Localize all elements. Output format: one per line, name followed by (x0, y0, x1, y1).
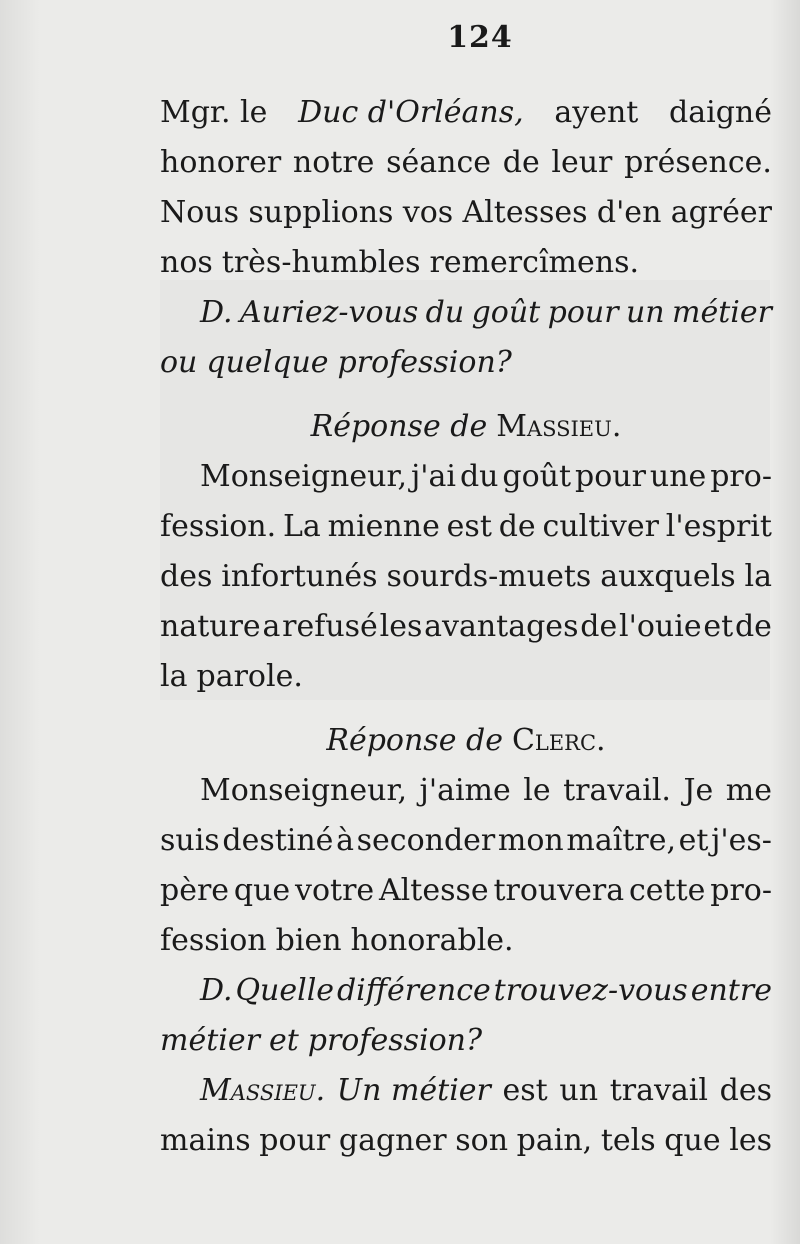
text-line (160, 338, 772, 388)
word: du (425, 295, 465, 330)
word: goût (502, 459, 572, 494)
word: quelque (206, 345, 329, 380)
word: de (734, 609, 772, 644)
word: agréer (670, 195, 772, 230)
word: pour (575, 459, 646, 494)
word: Duc d'Orléans, (298, 95, 524, 130)
text-line (160, 816, 772, 866)
word: et (703, 609, 734, 644)
word: Auriez-vous (239, 295, 419, 330)
word: sourds-muets (386, 559, 592, 594)
word: travail (609, 1073, 708, 1108)
word: Monseigneur, (200, 459, 408, 494)
word: bien (275, 923, 342, 958)
word: gagner (338, 1123, 447, 1158)
word: honorable. (350, 923, 514, 958)
spacer (160, 388, 772, 402)
word: suis (160, 823, 220, 858)
word: Altesse (379, 873, 489, 908)
text-line (160, 652, 772, 702)
word: refusé (282, 609, 378, 644)
word: de (580, 609, 618, 644)
word: La (283, 509, 321, 544)
word: le (523, 773, 551, 808)
word: Réponse de (326, 723, 503, 758)
word: ayent (554, 95, 639, 130)
word: de (498, 509, 536, 544)
word: trouvez-vous (493, 973, 688, 1008)
section-heading (160, 716, 772, 766)
text-line (160, 288, 772, 338)
word: cultiver (542, 509, 659, 544)
word: Clerc. (511, 723, 606, 758)
word: est (446, 509, 492, 544)
word: remercîmens. (429, 245, 640, 280)
text-line (160, 1116, 772, 1166)
word: D. (200, 973, 233, 1008)
word: père (160, 873, 230, 908)
word: Mgr. le (160, 95, 268, 130)
word: Massieu. (496, 409, 622, 444)
body-text (160, 88, 772, 1166)
word: à (336, 823, 354, 858)
word: supplions (248, 195, 394, 230)
word: l'esprit (665, 509, 772, 544)
word: parole. (196, 659, 303, 694)
text-line (160, 1066, 772, 1116)
text-line (160, 88, 772, 138)
word: mienne (327, 509, 440, 544)
word: entre (690, 973, 772, 1008)
word: très-humbles (221, 245, 421, 280)
word: nature (160, 609, 261, 644)
word: goût (471, 295, 541, 330)
word: du (459, 459, 499, 494)
word: d'en (596, 195, 662, 230)
word: j'aime (419, 773, 511, 808)
word: profession? (337, 345, 512, 380)
word: pour (547, 295, 619, 330)
word: fession. (160, 509, 277, 544)
word: Monseigneur, (200, 773, 408, 808)
word: daigné (669, 95, 772, 130)
word: honorer (160, 145, 282, 180)
word: vos (402, 195, 454, 230)
text-line (160, 552, 772, 602)
word: pain, (516, 1123, 593, 1158)
word: Quelle (235, 973, 335, 1008)
word: ou (160, 345, 198, 380)
word: différence (336, 973, 491, 1008)
word: et (268, 1023, 299, 1058)
text-line (160, 188, 772, 238)
word: auxquels (600, 559, 736, 594)
word: un (559, 1073, 599, 1108)
word: que (664, 1123, 721, 1158)
text-line (160, 866, 772, 916)
text-line (160, 966, 772, 1016)
word: notre (292, 145, 375, 180)
word: présence. (624, 145, 772, 180)
word: pro- (710, 873, 772, 908)
word: a (262, 609, 281, 644)
word: Nous (160, 195, 240, 230)
word: seconder (356, 823, 496, 858)
page-number: 124 (447, 20, 513, 55)
word: trouvera (493, 873, 625, 908)
word: fession (160, 923, 267, 958)
word: de (502, 145, 540, 180)
word: Réponse de (310, 409, 488, 444)
word: j'es- (711, 823, 772, 858)
word: la (744, 559, 772, 594)
word: séance (386, 145, 492, 180)
word: destiné (222, 823, 334, 858)
word: et (678, 823, 709, 858)
word: travail. (563, 773, 671, 808)
word: Altesses (462, 195, 588, 230)
word: les (729, 1123, 772, 1158)
word: son (455, 1123, 509, 1158)
spacer (160, 702, 772, 716)
text-line (160, 766, 772, 816)
word: infortunés (221, 559, 378, 594)
word: me (725, 773, 772, 808)
word: métier (160, 1023, 260, 1058)
word: des (160, 559, 213, 594)
text-line (160, 1016, 772, 1066)
word: pro- (710, 459, 772, 494)
text-line (160, 452, 772, 502)
word: mains (160, 1123, 251, 1158)
word: métier (672, 295, 772, 330)
word: votre (295, 873, 375, 908)
word: j'ai (410, 459, 456, 494)
word: les (379, 609, 423, 644)
word: avantages (424, 609, 579, 644)
text-line (160, 238, 772, 288)
word: nos (160, 245, 213, 280)
word: que (233, 873, 291, 908)
text-line (160, 916, 772, 966)
word: une (649, 459, 707, 494)
word: un (625, 295, 665, 330)
word: mon (497, 823, 564, 858)
word: Massieu. (200, 1073, 326, 1108)
section-heading (160, 402, 772, 452)
text-line (160, 502, 772, 552)
word: des (719, 1073, 772, 1108)
word: est (502, 1073, 548, 1108)
word: Je (683, 773, 714, 808)
word: maître, (566, 823, 677, 858)
word: l'ouie (619, 609, 702, 644)
text-line (160, 602, 772, 652)
word: leur (551, 145, 613, 180)
word: Un métier (336, 1073, 491, 1108)
word: D. (200, 295, 233, 330)
word: cette (629, 873, 706, 908)
word: profession? (307, 1023, 483, 1058)
text-line (160, 138, 772, 188)
word: tels (600, 1123, 656, 1158)
word: la (160, 659, 188, 694)
word: pour (259, 1123, 331, 1158)
